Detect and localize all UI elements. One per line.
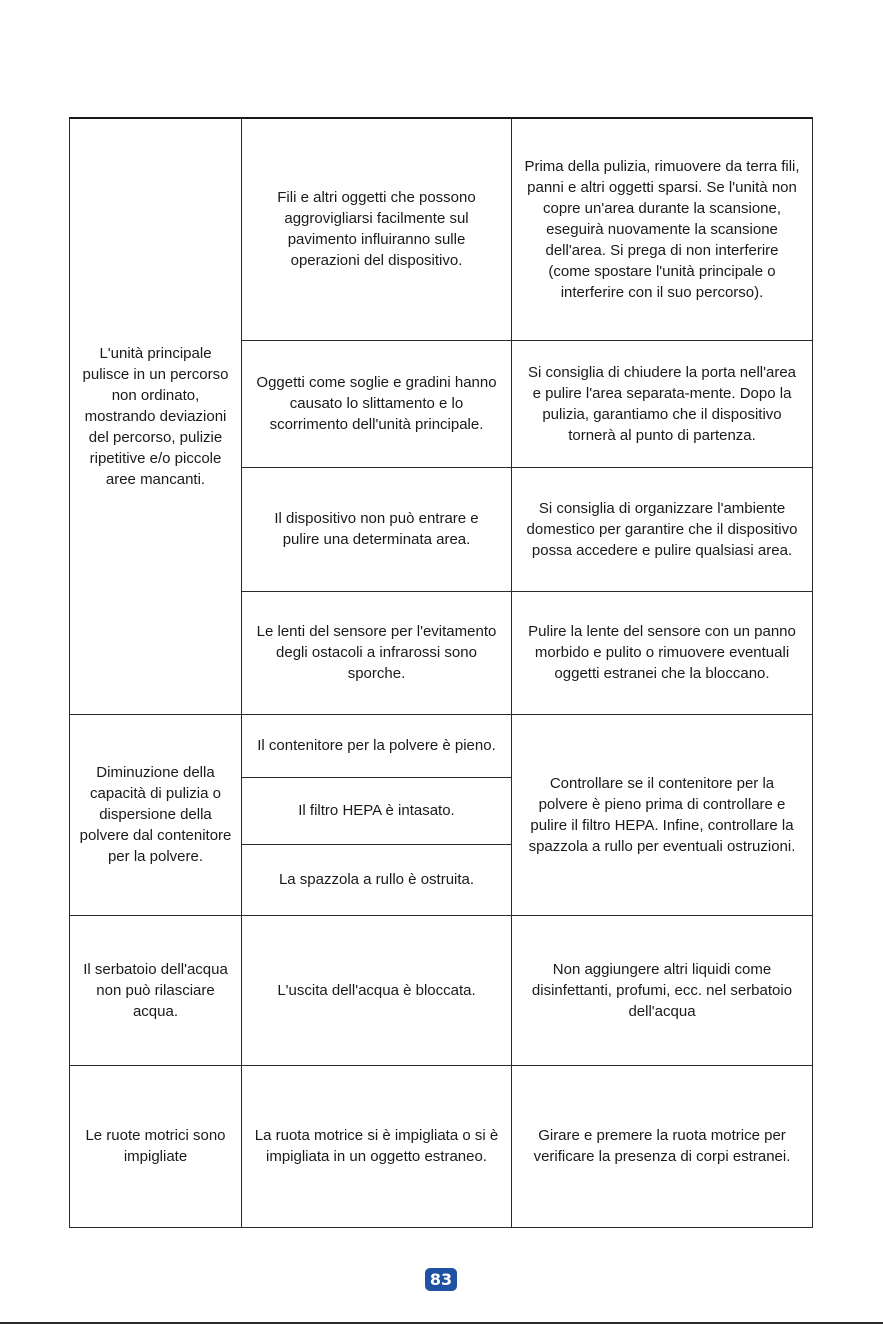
cause-cell: La spazzola a rullo è ostruita. xyxy=(242,844,512,915)
cause-cell: Oggetti come soglie e gradini hanno causato lo slittamento e lo scorrimento dell'unità principale. xyxy=(242,340,512,467)
table-row xyxy=(70,714,813,777)
table-row xyxy=(70,1065,813,1227)
problem-cell: L'unità principale pulisce in un percorso non ordinato, mostrando deviazioni del percorso, pulizie ripetitive e/o piccole aree mancanti. xyxy=(70,118,242,714)
solution-cell: Non aggiungere altri liquidi come disinfettanti, profumi, ecc. nel serbatoio dell'acqua xyxy=(512,915,813,1065)
cause-cell: Le lenti del sensore per l'evitamento degli ostacoli a infrarossi sono sporche. xyxy=(242,591,512,714)
solution-cell: Girare e premere la ruota motrice per verificare la presenza di corpi estranei. xyxy=(512,1065,813,1227)
cause-cell: Il dispositivo non può entrare e pulire una determinata area. xyxy=(242,467,512,591)
cause-cell: Fili e altri oggetti che possono aggrovigliarsi facilmente sul pavimento influiranno sulle operazioni del dispositivo. xyxy=(242,118,512,340)
problem-cell: Diminuzione della capacità di pulizia o dispersione della polvere dal contenitore per la polvere. xyxy=(70,714,242,915)
solution-cell: Si consiglia di chiudere la porta nell'area e pulire l'area separata-mente. Dopo la pulizia, garantiamo che il dispositivo tornerà al punto di partenza. xyxy=(512,340,813,467)
table-row xyxy=(70,915,813,1065)
solution-cell: Controllare se il contenitore per la polvere è pieno prima di controllare e pulire il filtro HEPA. Infine, controllare la spazzola a rullo per eventuali ostruzioni. xyxy=(512,714,813,915)
problem-cell: Il serbatoio dell'acqua non può rilasciare acqua. xyxy=(70,915,242,1065)
cause-cell: Il filtro HEPA è intasato. xyxy=(242,777,512,844)
problem-cell: Le ruote motrici sono impigliate xyxy=(70,1065,242,1227)
page-number-badge: 83 xyxy=(425,1268,457,1291)
solution-cell: Si consiglia di organizzare l'ambiente domestico per garantire che il dispositivo possa accedere e pulire qualsiasi area. xyxy=(512,467,813,591)
solution-cell: Pulire la lente del sensore con un panno morbido e pulito o rimuovere eventuali oggetti estranei che la bloccano. xyxy=(512,591,813,714)
cause-cell: L'uscita dell'acqua è bloccata. xyxy=(242,915,512,1065)
cause-cell: La ruota motrice si è impigliata o si è impigliata in un oggetto estraneo. xyxy=(242,1065,512,1227)
table-row xyxy=(70,118,813,340)
cause-cell: Il contenitore per la polvere è pieno. xyxy=(242,714,512,777)
solution-cell: Prima della pulizia, rimuovere da terra fili, panni e altri oggetti sparsi. Se l'unità non copre un'area durante la scansione, eseguirà nuovamente la scansione dell'area. Si prega di non interferire (come spostare l'unità principale o interferire con il suo percorso). xyxy=(512,118,813,340)
troubleshooting-table xyxy=(69,117,813,1228)
